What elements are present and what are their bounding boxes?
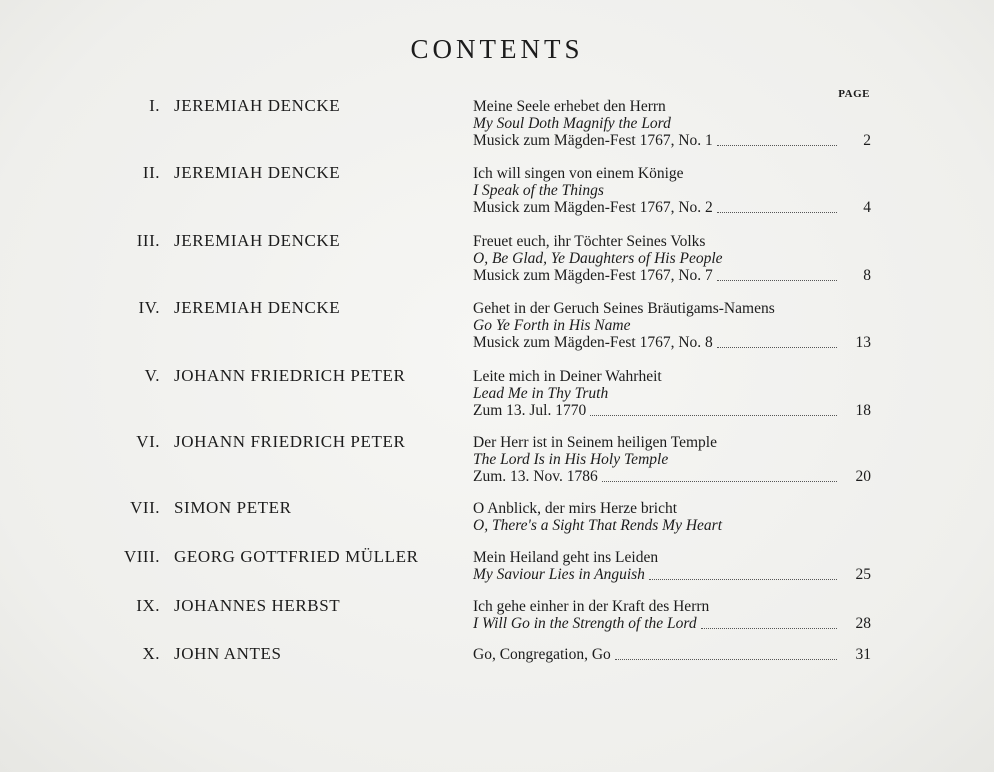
entry-works [473, 233, 871, 284]
german-title: Gehet in der Geruch Seines Bräutigams-Namens [473, 300, 775, 317]
page-number: 25 [855, 566, 871, 583]
source-text: Musick zum Mägden-Fest 1767, No. 1 [473, 132, 713, 149]
german-title: O Anblick, der mirs Herze bricht [473, 500, 678, 517]
entry-works [473, 646, 871, 663]
page-number: 31 [855, 646, 871, 663]
page-number: 28 [855, 615, 871, 632]
page-column-label: PAGE [838, 88, 870, 100]
german-title: Go, Congregation, Go [473, 646, 611, 663]
entry-numeral: IV. [138, 298, 160, 317]
dot-leader [717, 279, 837, 281]
entry-works [473, 165, 871, 216]
dot-leader [717, 144, 837, 146]
entry-composer: JOHANNES HERBST [174, 596, 341, 615]
german-title: Mein Heiland geht ins Leiden [473, 549, 659, 566]
entry-works [473, 98, 871, 149]
source-text: Zum 13. Jul. 1770 [473, 402, 587, 419]
german-title: Freuet euch, ihr Töchter Seines Volks [473, 233, 706, 250]
english-title: I Speak of the Things [473, 182, 604, 199]
entry-numeral: III. [136, 231, 160, 250]
page-number: 20 [855, 468, 871, 485]
dot-leader [717, 211, 837, 213]
entry-works [473, 598, 871, 632]
entry-works [473, 434, 871, 485]
dot-leader [602, 480, 837, 482]
entry-works [473, 368, 871, 419]
german-title: Ich will singen von einem Könige [473, 165, 684, 182]
entry-composer: JEREMIAH DENCKE [174, 231, 341, 250]
entry-numeral: VIII. [123, 547, 160, 566]
entry-composer: JOHN ANTES [174, 644, 282, 663]
english-title-line [473, 566, 871, 583]
entry-composer: SIMON PETER [174, 498, 292, 517]
source-text: Musick zum Mägden-Fest 1767, No. 7 [473, 267, 713, 284]
source-text: Zum. 13. Nov. 1786 [473, 468, 598, 485]
entry-numeral: X. [142, 644, 160, 663]
english-title: Go Ye Forth in His Name [473, 317, 631, 334]
entry-composer: GEORG GOTTFRIED MÜLLER [174, 547, 419, 566]
english-title-line [473, 615, 871, 632]
source-line [473, 199, 871, 216]
page-number: 13 [855, 334, 871, 351]
entry-works [473, 300, 871, 351]
english-title: My Soul Doth Magnify the Lord [473, 115, 671, 132]
german-title: Leite mich in Deiner Wahrheit [473, 368, 662, 385]
page-number: 8 [863, 267, 871, 284]
entry-composer: JOHANN FRIEDRICH PETER [174, 432, 406, 451]
entry-numeral: II. [142, 163, 160, 182]
page-title: CONTENTS [410, 34, 584, 64]
entry-numeral: V. [144, 366, 160, 385]
entry-works [473, 549, 871, 583]
source-line [473, 132, 871, 149]
entry-numeral: VI. [136, 432, 160, 451]
source-line [473, 267, 871, 284]
entry-works [473, 500, 871, 534]
page-number: 2 [863, 132, 871, 149]
english-title: I Will Go in the Strength of the Lord [473, 615, 697, 632]
german-title: Der Herr ist in Seinem heiligen Temple [473, 434, 717, 451]
english-title: My Saviour Lies in Anguish [473, 566, 645, 583]
dot-leader [701, 627, 837, 629]
entry-numeral: IX. [136, 596, 160, 615]
english-title: O, Be Glad, Ye Daughters of His People [473, 250, 723, 267]
dot-leader [590, 414, 837, 416]
source-line [473, 334, 871, 351]
source-line [473, 402, 871, 419]
english-title: The Lord Is in His Holy Temple [473, 451, 669, 468]
page-number: 18 [855, 402, 871, 419]
page-number: 4 [863, 199, 871, 216]
english-title: O, There's a Sight That Rends My Heart [473, 517, 722, 534]
source-line [473, 468, 871, 485]
german-title: Ich gehe einher in der Kraft des Herrn [473, 598, 710, 615]
dot-leader [615, 658, 837, 660]
source-text: Musick zum Mägden-Fest 1767, No. 8 [473, 334, 713, 351]
source-text: Musick zum Mägden-Fest 1767, No. 2 [473, 199, 713, 216]
german-title: Meine Seele erhebet den Herrn [473, 98, 666, 115]
dot-leader [649, 578, 837, 580]
english-title: Lead Me in Thy Truth [473, 385, 609, 402]
entry-composer: JEREMIAH DENCKE [174, 163, 341, 182]
entry-numeral: VII. [130, 498, 160, 517]
german-title-line [473, 646, 871, 663]
entry-composer: JOHANN FRIEDRICH PETER [174, 366, 406, 385]
entry-composer: JEREMIAH DENCKE [174, 298, 341, 317]
entry-composer: JEREMIAH DENCKE [174, 96, 341, 115]
dot-leader [717, 346, 837, 348]
entry-numeral: I. [149, 96, 160, 115]
